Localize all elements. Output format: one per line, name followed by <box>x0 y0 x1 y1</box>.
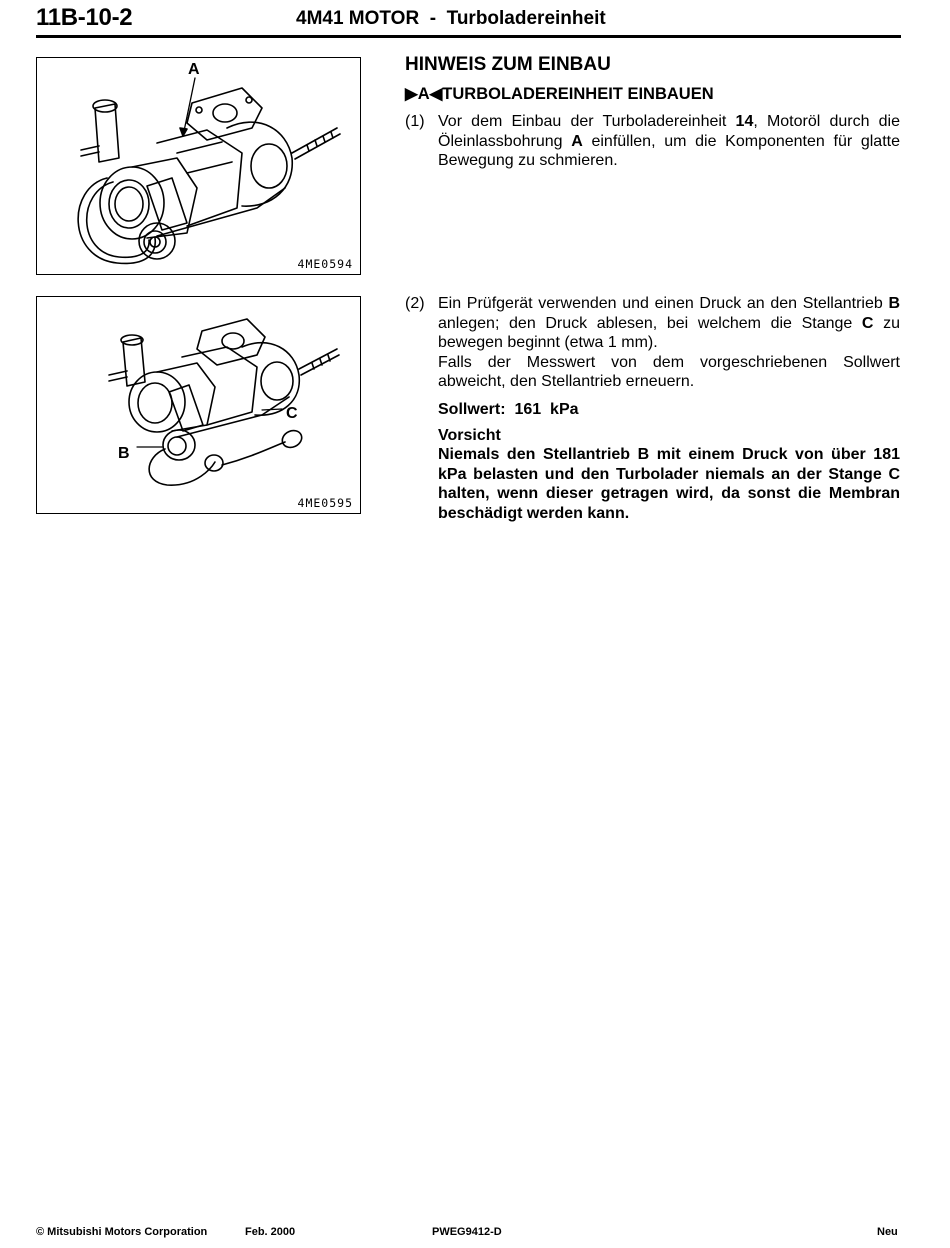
step-text <box>438 112 900 171</box>
caution-heading: Vorsicht <box>438 426 501 444</box>
spec-value: Sollwert: 161 kPa <box>438 400 579 418</box>
footer-date: Feb. 2000 <box>245 1226 296 1238</box>
page-title: 4M41 MOTOR - Turboladereinheit <box>296 8 606 29</box>
text-run: Vor dem Einbau der Turboladereinheit <box>438 113 736 130</box>
step-number: (2) <box>405 295 425 312</box>
text-run: , Motoröl durch die Öleinlassbohrung <box>438 113 901 150</box>
caution-text: Niemals den Stellantrieb B mit einem Druck von über 181 kPa belasten und den Turbolader niemals an der Stange C halten, wenn dieser getragen wird, da sonst die Membran beschädigt werden kann. <box>438 446 900 522</box>
callout-ref: B <box>888 295 900 312</box>
step-text <box>438 294 900 524</box>
section-subheading <box>405 84 714 104</box>
section-heading: HINWEIS ZUM EINBAU <box>405 54 611 75</box>
turbocharger-illustration-1 <box>37 58 360 274</box>
callout-ref: C <box>861 314 874 332</box>
callout-c: C <box>286 405 298 422</box>
figure-actuator-test <box>36 296 361 514</box>
figure-code: 4ME0594 <box>297 257 353 271</box>
text-run: Ein Prüfgerät verwenden und einen Druck an den Stellantrieb <box>438 295 889 312</box>
part-number: 14 <box>735 113 754 130</box>
text-run: zu bewegen beginnt (etwa 1 mm). <box>438 314 901 352</box>
step-note: Falls der Messwert von dem vorgeschriebenen Sollwert abweicht, den Stellantrieb erneuern. <box>438 353 900 391</box>
step-number: (1) <box>405 113 425 130</box>
footer-doc-code: PWEG9412-D <box>432 1226 502 1238</box>
subheading-text: TURBOLADEREINHEIT EINBAUEN <box>442 85 714 103</box>
figure-turbocharger-oil-inlet <box>36 57 361 275</box>
text-run: anlegen; den Druck ablesen, bei welchem die Stange <box>438 314 862 332</box>
turbocharger-illustration-2 <box>37 297 360 513</box>
header-divider <box>36 35 901 38</box>
footer-status: Neu <box>877 1226 898 1238</box>
page-number: 11B-10-2 <box>36 4 133 31</box>
text-run: einfüllen, um die Komponenten für glatte Bewegung zu schmieren. <box>438 132 900 170</box>
callout-ref: A <box>571 132 583 150</box>
footer-copyright: © Mitsubishi Motors Corporation <box>36 1226 208 1238</box>
callout-a: A <box>188 61 200 78</box>
reference-marker: ▶A◀ <box>405 85 443 103</box>
callout-b: B <box>118 445 130 462</box>
figure-code: 4ME0595 <box>297 496 353 510</box>
